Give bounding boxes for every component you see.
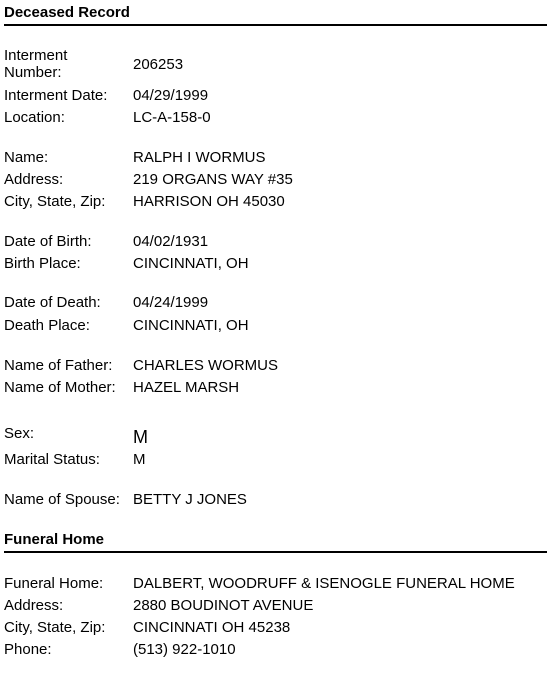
date-of-birth-value: 04/02/1931 (133, 233, 209, 250)
funeral-address-row (4, 597, 549, 619)
funeral-phone-label: Phone: (4, 641, 52, 658)
address-value: 219 ORGANS WAY #35 (133, 171, 293, 188)
father-row (4, 357, 549, 379)
interment-number-label: Interment Number: (4, 47, 68, 81)
interment-number-value: 206253 (133, 56, 184, 73)
sex-value: M (133, 427, 148, 447)
name-label: Name: (4, 149, 49, 166)
date-of-death-row (4, 294, 549, 316)
sex-row (4, 425, 549, 449)
deceased-record-header: Deceased Record (4, 2, 547, 26)
location-value: LC-A-158-0 (133, 109, 211, 126)
death-place-label: Death Place: (4, 317, 90, 334)
death-place-value: CINCINNATI, OH (133, 317, 249, 334)
interment-date-label: Interment Date: (4, 87, 108, 104)
name-value: RALPH I WORMUS (133, 149, 266, 166)
funeral-home-header: Funeral Home (4, 529, 547, 553)
funeral-city-state-zip-label: City, State, Zip: (4, 619, 106, 636)
father-label: Name of Father: (4, 357, 113, 374)
mother-value: HAZEL MARSH (133, 379, 240, 396)
interment-number-row (4, 47, 549, 83)
city-state-zip-row (4, 193, 549, 215)
funeral-city-state-zip-value: CINCINNATI OH 45238 (133, 619, 291, 636)
location-label: Location: (4, 109, 65, 126)
interment-date-row (4, 87, 549, 109)
death-place-row (4, 317, 549, 339)
funeral-home-row (4, 575, 549, 597)
funeral-city-state-zip-row (4, 619, 549, 641)
father-value: CHARLES WORMUS (133, 357, 279, 374)
funeral-home-label: Funeral Home: (4, 575, 104, 592)
birth-place-value: CINCINNATI, OH (133, 255, 249, 272)
spouse-label: Name of Spouse: (4, 491, 120, 508)
date-of-birth-row (4, 233, 549, 255)
location-row (4, 109, 549, 131)
city-state-zip-label: City, State, Zip: (4, 193, 106, 210)
funeral-address-label: Address: (4, 597, 64, 614)
spouse-value: BETTY J JONES (133, 491, 247, 508)
birth-place-row (4, 255, 549, 277)
funeral-home-value: DALBERT, WOODRUFF & ISENOGLE FUNERAL HOME (133, 575, 515, 592)
marital-status-label: Marital Status: (4, 451, 100, 468)
funeral-phone-value: (513) 922-1010 (133, 641, 236, 658)
date-of-death-label: Date of Death: (4, 294, 101, 311)
marital-status-value: M (133, 451, 146, 468)
birth-place-label: Birth Place: (4, 255, 81, 272)
funeral-phone-row (4, 641, 549, 663)
address-label: Address: (4, 171, 64, 188)
city-state-zip-value: HARRISON OH 45030 (133, 193, 285, 210)
date-of-birth-label: Date of Birth: (4, 233, 92, 250)
mother-label: Name of Mother: (4, 379, 116, 396)
date-of-death-value: 04/24/1999 (133, 294, 209, 311)
mother-row (4, 379, 549, 401)
spouse-row (4, 491, 549, 513)
interment-date-value: 04/29/1999 (133, 87, 209, 104)
address-row (4, 171, 549, 193)
marital-status-row (4, 451, 549, 473)
funeral-address-value: 2880 BOUDINOT AVENUE (133, 597, 314, 614)
sex-label: Sex: (4, 425, 35, 442)
name-row (4, 149, 549, 171)
